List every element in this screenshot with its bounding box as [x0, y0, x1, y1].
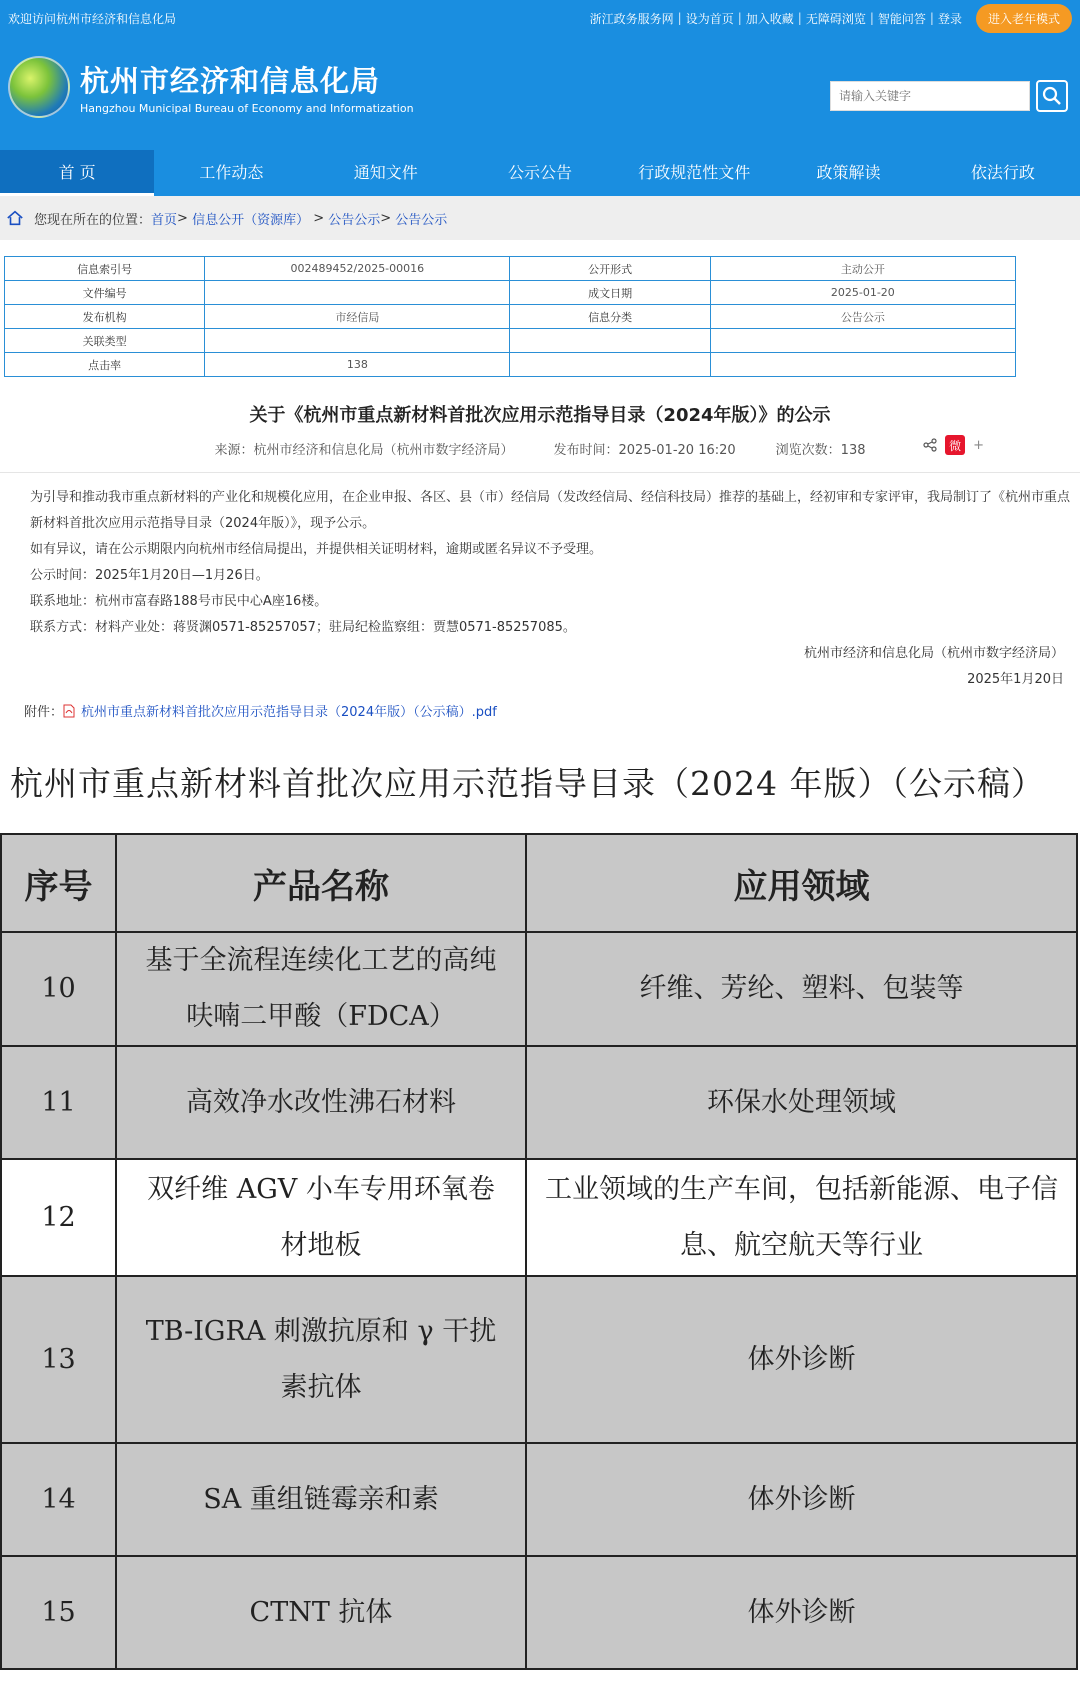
cell-no: 10 — [1, 932, 116, 1046]
cell-no: 13 — [1, 1276, 116, 1443]
nav-regulatory-docs[interactable]: 行政规范性文件 — [638, 163, 751, 182]
share-tools — [923, 435, 984, 455]
link-smart-qa[interactable]: 智能问答 — [877, 11, 926, 26]
column-header: 产品名称 — [116, 834, 526, 932]
meta-key: 发布机构 — [5, 305, 205, 329]
search-box — [830, 80, 1068, 112]
meta-value — [710, 329, 1015, 353]
link-accessibility[interactable]: 无障碍浏览 — [805, 11, 866, 26]
table-row — [1, 1046, 1077, 1159]
paragraph: 公示时间：2025年1月20日—1月26日。 — [30, 568, 269, 583]
meta-key: 关联类型 — [5, 329, 205, 353]
site-brand[interactable] — [8, 56, 414, 118]
cell-no: 14 — [1, 1443, 116, 1556]
table-row — [5, 305, 1016, 329]
cell-name: SA 重组链霉亲和素 — [116, 1443, 526, 1556]
article-title: 关于《杭州市重点新材料首批次应用示范指导目录（2024年版）》的公示 — [249, 405, 831, 426]
table-row — [1, 1159, 1077, 1276]
attachment-link[interactable]: 杭州市重点新材料首批次应用示范指导目录（2024年版）（公示稿）.pdf — [81, 705, 497, 720]
breadcrumb-announcements[interactable]: 公告公示 — [328, 212, 381, 228]
attachment — [0, 701, 1080, 720]
meta-value: 2025-01-20 — [710, 281, 1015, 305]
search-input[interactable] — [830, 81, 1030, 111]
meta-key — [510, 353, 710, 377]
signature-date: 2025年1月20日 — [967, 672, 1064, 687]
cell-no: 15 — [1, 1556, 116, 1669]
meta-value — [710, 353, 1015, 377]
home-icon[interactable] — [6, 209, 24, 227]
document-title: 杭州市重点新材料首批次应用示范指导目录（2024 年版）（公示稿） — [10, 764, 1045, 803]
breadcrumb-home[interactable]: 首页 — [151, 212, 178, 228]
table-row — [5, 353, 1016, 377]
cell-no: 12 — [1, 1159, 116, 1276]
nav-home[interactable]: 首 页 — [0, 150, 154, 196]
meta-key — [510, 329, 710, 353]
link-login[interactable]: 登录 — [937, 11, 962, 26]
article-publish-time: 发布时间：2025-01-20 16:20 — [553, 443, 736, 458]
brand-name-cn: 杭州市经济和信息化局 — [80, 64, 381, 98]
breadcrumb-label: 您现在所在的位置： — [34, 212, 152, 228]
cell-field: 体外诊断 — [526, 1443, 1077, 1556]
main-nav — [0, 150, 1080, 196]
pdf-icon — [63, 704, 75, 718]
paragraph: 为引导和推动我市重点新材料的产业化和规模化应用，在企业申报、各区、县（市）经信局（发改经信局、经信科技局）推荐的基础上，经初审和专家评审，我局制订了《杭州市重点新材料首批次应用示范指导目录（2024年版）》，现予公示。 — [30, 490, 1071, 531]
table-row — [5, 281, 1016, 305]
link-set-home[interactable]: 设为首页 — [685, 11, 734, 26]
signature: 杭州市经济和信息化局（杭州市数字经济局） — [803, 646, 1064, 661]
site-header — [0, 0, 1080, 196]
document-table — [0, 833, 1078, 1670]
nav-law-admin[interactable]: 依法行政 — [970, 163, 1035, 182]
meta-value: 138 — [205, 353, 510, 377]
info-meta-table — [4, 256, 1016, 377]
nav-work-news[interactable]: 工作动态 — [199, 163, 264, 182]
top-bar — [0, 0, 1080, 36]
table-row — [1, 1276, 1077, 1443]
table-row — [1, 1443, 1077, 1556]
search-button[interactable] — [1036, 80, 1068, 112]
link-add-favorite[interactable]: 加入收藏 — [745, 11, 794, 26]
table-row — [5, 257, 1016, 281]
cell-field: 纤维、芳纶、塑料、包装等 — [526, 932, 1077, 1046]
attachment-label: 附件： — [24, 705, 64, 720]
cell-name: 双纤维 AGV 小车专用环氧卷材地板 — [116, 1159, 526, 1276]
column-header: 应用领域 — [526, 834, 1077, 932]
table-row — [1, 1556, 1077, 1669]
meta-key: 点击率 — [5, 353, 205, 377]
welcome-text: 欢迎访问杭州市经济和信息化局 — [8, 11, 177, 26]
top-links: 浙江政务服务网 | 设为首页 | 加入收藏 | 无障碍浏览 | 智能问答 | 登录 进入老年模式 — [590, 4, 1072, 33]
meta-value: 市经信局 — [205, 305, 510, 329]
meta-value — [205, 329, 510, 353]
meta-value: 主动公开 — [710, 257, 1015, 281]
article-body — [0, 473, 1080, 693]
cell-no: 11 — [1, 1046, 116, 1159]
meta-key: 文件编号 — [5, 281, 205, 305]
nav-notices[interactable]: 通知文件 — [353, 163, 418, 182]
weibo-icon[interactable]: 微 — [945, 435, 965, 455]
breadcrumb-current[interactable]: 公告公示 — [395, 212, 448, 228]
share-icon[interactable] — [923, 438, 937, 452]
cell-field: 体外诊断 — [526, 1556, 1077, 1669]
paragraph: 联系方式：材料产业处：蒋贤渊0571-85257057；驻局纪检监察组：贾慧0571-85257085。 — [30, 620, 576, 635]
nav-announcements[interactable]: 公示公告 — [507, 163, 572, 182]
link-zj-service[interactable]: 浙江政务服务网 — [589, 11, 674, 26]
cell-name: 基于全流程连续化工艺的高纯呋喃二甲酸（FDCA） — [116, 932, 526, 1046]
paragraph: 联系地址：杭州市富春路188号市民中心A座16楼。 — [30, 594, 328, 609]
article-source: 来源：杭州市经济和信息化局（杭州市数字经济局） — [214, 443, 514, 458]
search-icon — [1042, 86, 1062, 106]
more-share-button[interactable]: + — [973, 437, 984, 453]
cell-name: 高效净水改性沸石材料 — [116, 1046, 526, 1159]
article-meta — [0, 439, 1080, 458]
paragraph: 如有异议，请在公示期限内向杭州市经信局提出，并提供相关证明材料，逾期或匿名异议不予受理。 — [30, 542, 603, 557]
meta-key: 信息索引号 — [5, 257, 205, 281]
cell-field: 环保水处理领域 — [526, 1046, 1077, 1159]
breadcrumb-info-open[interactable]: 信息公开（资源库） — [192, 212, 310, 228]
brand-name-en: Hangzhou Municipal Bureau of Economy and Informatization — [80, 102, 414, 115]
elder-mode-button[interactable]: 进入老年模式 — [976, 4, 1072, 33]
column-header: 序号 — [1, 834, 116, 932]
article-views: 浏览次数：138 — [775, 443, 866, 458]
breadcrumb: 您现在所在的位置： 首页 > 信息公开（资源库） > 公告公示 > 公告公示 — [0, 196, 1080, 240]
table-row — [5, 329, 1016, 353]
cell-name: CTNT 抗体 — [116, 1556, 526, 1669]
cell-name: TB-IGRA 刺激抗原和 γ 干扰素抗体 — [116, 1276, 526, 1443]
nav-policy-interpretation[interactable]: 政策解读 — [816, 163, 881, 182]
meta-key: 成文日期 — [510, 281, 710, 305]
table-header-row — [1, 834, 1077, 932]
meta-value — [205, 281, 510, 305]
meta-key: 信息分类 — [510, 305, 710, 329]
table-row — [1, 932, 1077, 1046]
meta-value: 公告公示 — [710, 305, 1015, 329]
meta-value: 002489452/2025-00016 — [205, 257, 510, 281]
meta-key: 公开形式 — [510, 257, 710, 281]
cell-field: 体外诊断 — [526, 1276, 1077, 1443]
logo-icon — [8, 56, 70, 118]
cell-field: 工业领域的生产车间，包括新能源、电子信息、航空航天等行业 — [526, 1159, 1077, 1276]
